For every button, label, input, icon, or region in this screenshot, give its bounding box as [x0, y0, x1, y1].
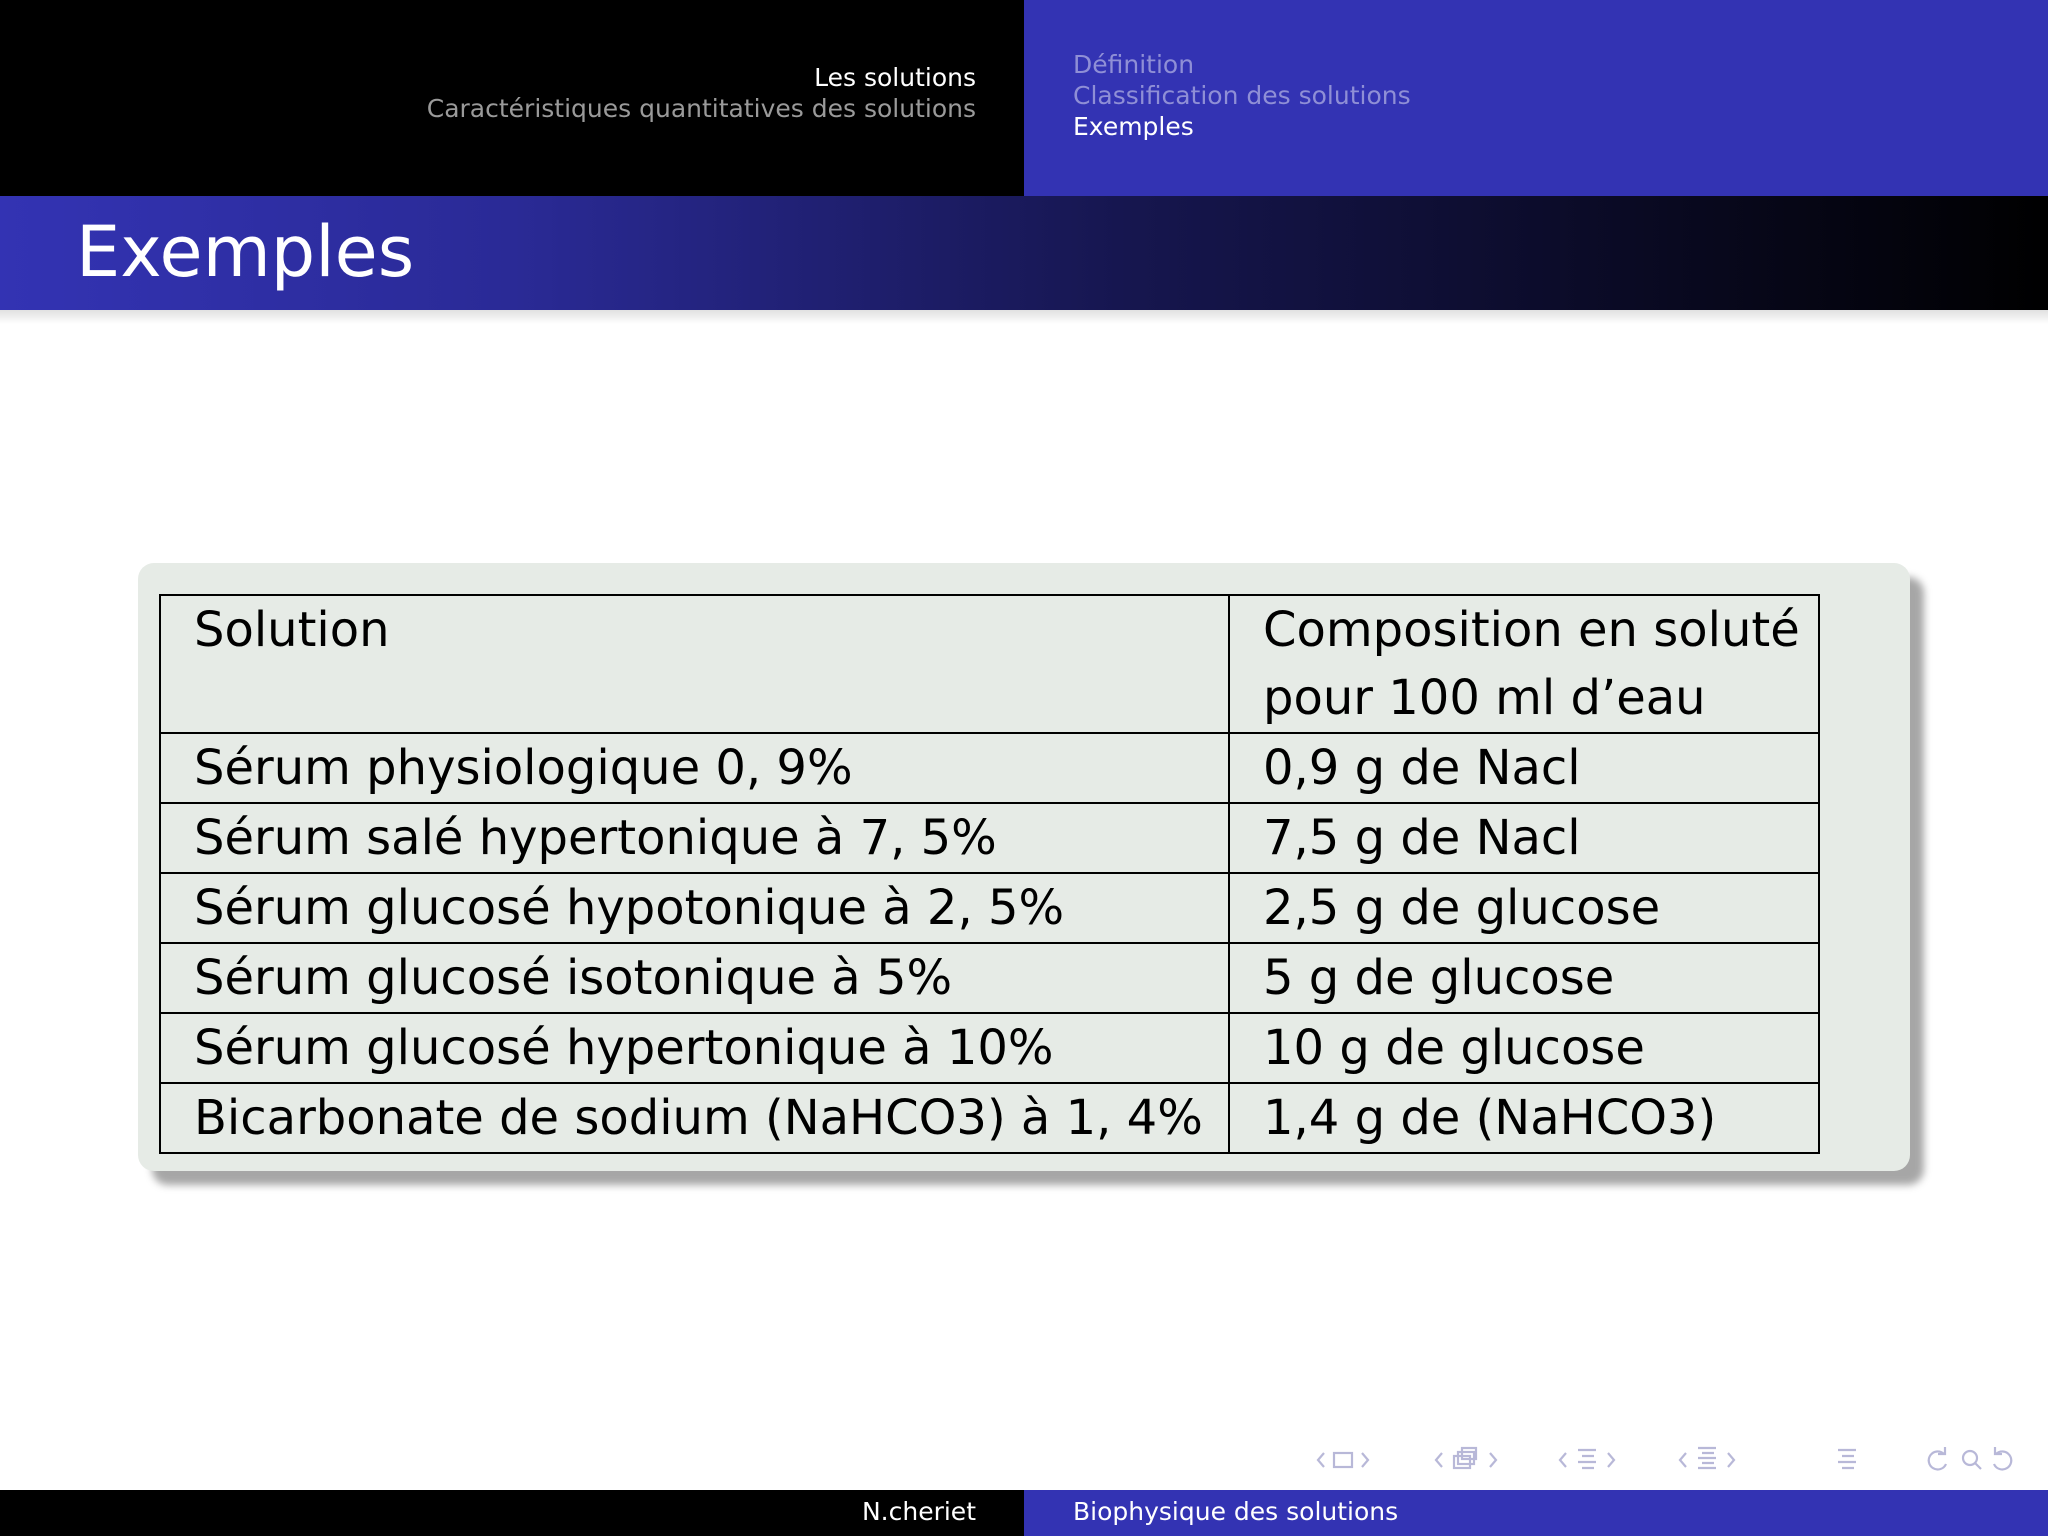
section-other[interactable]: Caractéristiques quantitatives des solutions [426, 94, 976, 123]
nav-search-icon[interactable] [1963, 1451, 1981, 1469]
nav-align-icon[interactable] [1838, 1450, 1856, 1468]
composition-cell: 0,9 g de Nacl [1229, 733, 1819, 803]
composition-cell: 5 g de glucose [1229, 943, 1819, 1013]
table-header-row [160, 595, 1819, 733]
header-section-nav [0, 0, 1024, 196]
section-list [427, 62, 976, 124]
table-row [160, 873, 1819, 943]
composition-cell: 1,4 g de (NaHCO3) [1229, 1083, 1819, 1153]
table-row [160, 1013, 1819, 1083]
solution-cell: Sérum salé hypertonique à 7, 5% [160, 803, 1229, 873]
navigation-symbols [1310, 1440, 2030, 1480]
composition-cell: 2,5 g de glucose [1229, 873, 1819, 943]
frame-title-bar [0, 196, 2048, 310]
subsection-list [1073, 49, 1411, 142]
subsection-definition[interactable]: Définition [1073, 50, 1195, 79]
title-shadow [0, 310, 2048, 324]
footer-title: Biophysique des solutions [1073, 1497, 1399, 1526]
nav-back-icon[interactable] [1929, 1447, 1946, 1469]
frame-title: Exemples [76, 211, 415, 293]
nav-presentation-icon[interactable] [1680, 1448, 1734, 1468]
nav-subsection-icon[interactable] [1436, 1448, 1496, 1468]
nav-frame-icon[interactable] [1318, 1453, 1368, 1467]
solutions-table [159, 594, 1820, 1154]
header-composition: Composition en soluté pour 100 ml d’eau [1229, 595, 1819, 733]
table-row [160, 803, 1819, 873]
composition-cell: 10 g de glucose [1229, 1013, 1819, 1083]
solution-cell: Bicarbonate de sodium (NaHCO3) à 1, 4% [160, 1083, 1229, 1153]
solution-cell: Sérum physiologique 0, 9% [160, 733, 1229, 803]
composition-cell: 7,5 g de Nacl [1229, 803, 1819, 873]
footer-author-bar [0, 1490, 1024, 1536]
table-block [138, 563, 1910, 1171]
table-row [160, 733, 1819, 803]
table-row [160, 1083, 1819, 1153]
subsection-exemples[interactable]: Exemples [1073, 112, 1194, 141]
nav-section-icon[interactable] [1560, 1450, 1614, 1468]
footer-title-bar [1024, 1490, 2048, 1536]
header-subsection-nav [1024, 0, 2048, 196]
solution-cell: Sérum glucosé hypotonique à 2, 5% [160, 873, 1229, 943]
solution-cell: Sérum glucosé hypertonique à 10% [160, 1013, 1229, 1083]
section-current[interactable]: Les solutions [814, 63, 976, 92]
header-solution: Solution [160, 595, 1229, 733]
subsection-classification[interactable]: Classification des solutions [1073, 81, 1411, 110]
nav-forward-icon[interactable] [1994, 1447, 2011, 1469]
solution-cell: Sérum glucosé isotonique à 5% [160, 943, 1229, 1013]
footer-author: N.cheriet [861, 1497, 976, 1526]
table-row [160, 943, 1819, 1013]
